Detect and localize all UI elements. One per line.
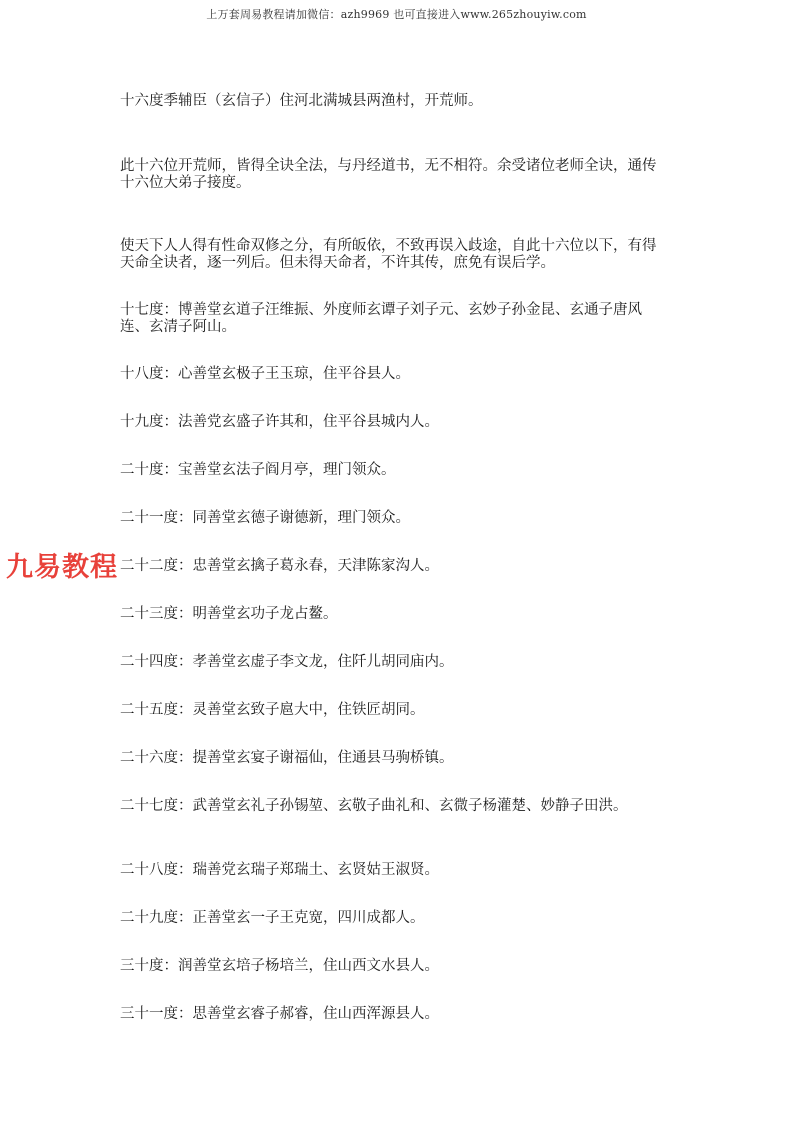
paragraph-27: 二十七度：武善堂玄礼子孙锡堃、玄敬子曲礼和、玄微子杨灌楚、妙静子田洪。	[120, 798, 628, 814]
watermark-logo: 九易教程	[6, 545, 120, 584]
paragraph-16: 十六度季辅臣（玄信子）住河北满城县两渔村，开荒师。	[120, 93, 483, 109]
paragraph-29: 二十九度：正善堂玄一子王克宽，四川成都人。	[120, 910, 425, 926]
paragraph-18: 十八度：心善堂玄极子王玉琼，住平谷县人。	[120, 366, 410, 382]
paragraph-23: 二十三度：明善堂玄功子龙占鳌。	[120, 606, 338, 622]
page-header-promo: 上万套周易教程请加微信：azh9969 也可直接进入www.265zhouyiw.com	[206, 8, 587, 21]
paragraph-28: 二十八度：瑞善党玄瑞子郑瑞土、玄贤姑王淑贤。	[120, 862, 439, 878]
paragraph-26: 二十六度：提善堂玄宴子谢福仙，住通县马驹桥镇。	[120, 750, 454, 766]
paragraph-mandate: 使天下人人得有性命双修之分，有所皈依，不致再误入歧途，自此十六位以下，有得天命全诀者，逐一列后。但未得天命者，不许其传，庶免有误后学。	[120, 238, 657, 271]
paragraph-20: 二十度：宝善堂玄法子阎月亭，理门领众。	[120, 462, 396, 478]
paragraph-25: 二十五度：灵善堂玄致子扈大中，住铁匠胡同。	[120, 702, 425, 718]
paragraph-30: 三十度：润善堂玄培子杨培兰，住山西文水县人。	[120, 958, 439, 974]
paragraph-31: 三十一度：思善堂玄睿子郝睿，住山西浑源县人。	[120, 1006, 439, 1022]
paragraph-19: 十九度：法善党玄盛子许其和，住平谷县城内人。	[120, 414, 439, 430]
paragraph-summary: 此十六位开荒师，皆得全诀全法，与丹经道书，无不相符。余受诸位老师全诀，通传十六位大弟子接度。	[120, 158, 657, 191]
paragraph-21: 二十一度：同善堂玄德子谢德新，理门领众。	[120, 510, 410, 526]
paragraph-24: 二十四度：孝善堂玄虚子李文龙，住阡儿胡同庙内。	[120, 654, 454, 670]
paragraph-17: 十七度：博善堂玄道子汪维振、外度师玄谭子刘子元、玄妙子孙金昆、玄通子唐风连、玄清子阿山。	[120, 302, 642, 335]
paragraph-22: 二十二度：忠善堂玄擒子葛永春，天津陈家沟人。	[120, 558, 439, 574]
